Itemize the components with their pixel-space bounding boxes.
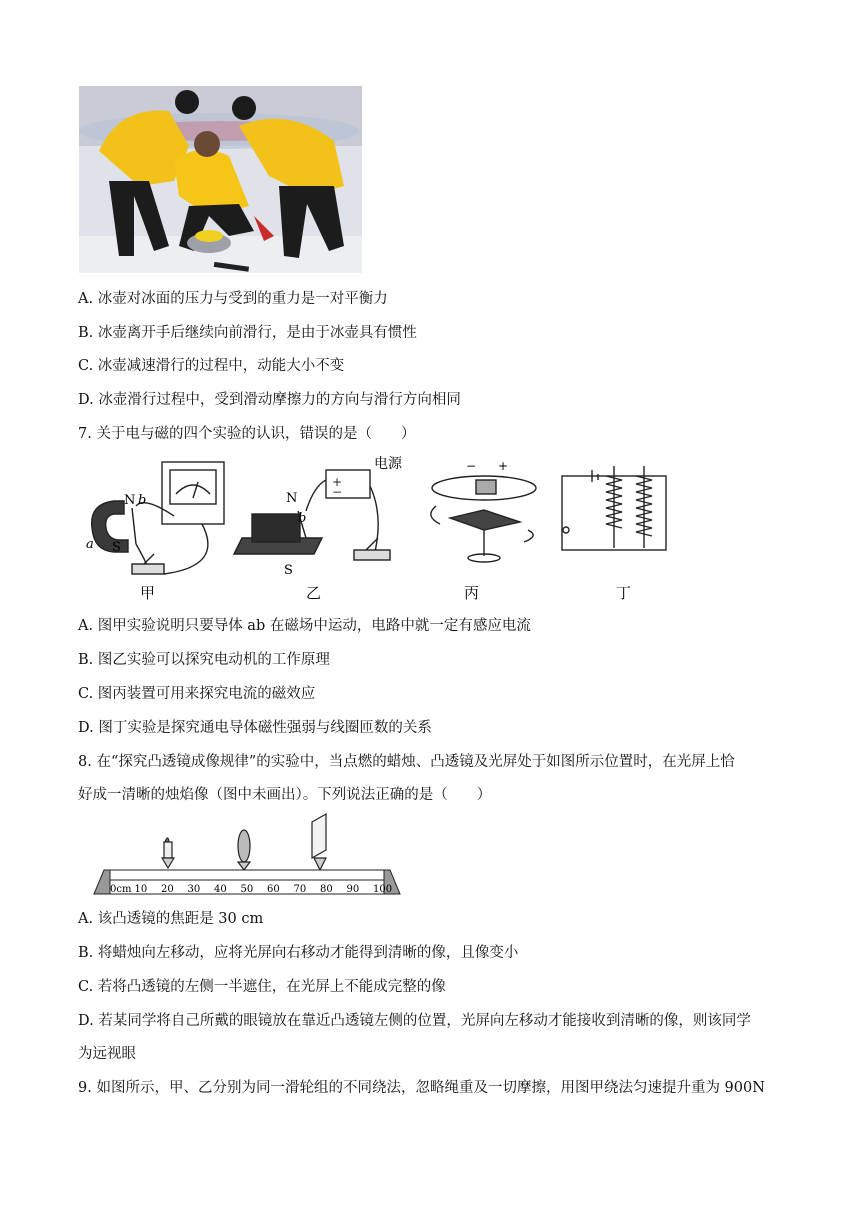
bench-tick-label: 90 xyxy=(346,884,360,895)
power-label: 电源 xyxy=(374,456,402,472)
figure-ding xyxy=(562,466,666,550)
bench-tick-label: 30 xyxy=(187,884,201,895)
figure-jia xyxy=(92,462,224,574)
bench-tick-label: 60 xyxy=(267,884,280,895)
q8-option-d-line2: 为远视眼 xyxy=(78,1046,136,1062)
candle xyxy=(162,838,174,868)
svg-text:−: − xyxy=(332,485,343,499)
bench-tick-label: 100 xyxy=(373,884,393,895)
light-screen xyxy=(312,814,326,870)
q6-option-d: D. 冰壶滑行过程中，受到滑动摩擦力的方向与滑行方向相同 xyxy=(78,392,461,408)
figure-label-ding: 丁 xyxy=(616,584,632,602)
q7-stem: 7. 关于电与磁的四个实验的认识，错误的是（ ） xyxy=(78,426,416,442)
svg-text:+: + xyxy=(332,475,343,489)
curling-photo xyxy=(79,86,362,273)
yi-south-label: S xyxy=(284,563,293,578)
q7-option-d: D. 图丁实验是探究通电导体磁性强弱与线圈匝数的关系 xyxy=(78,720,432,736)
convex-lens xyxy=(238,830,250,870)
q8-option-b: B. 将蜡烛向左移动，应将光屏向右移动才能得到清晰的像，且像变小 xyxy=(78,945,519,961)
jia-b-label: b xyxy=(138,493,147,508)
bench-tick-label: 20 xyxy=(161,884,174,895)
q6-option-c: C. 冰壶减速滑行的过程中，动能大小不变 xyxy=(78,358,345,374)
q8-option-d-line1: D. 若某同学将自己所戴的眼镜放在靠近凸透镜左侧的位置，光屏向左移动才能接收到清晰的像，则该同学 xyxy=(78,1013,751,1029)
yi-north-label: N xyxy=(286,491,298,506)
figure-yi xyxy=(234,470,390,560)
q7-option-b: B. 图乙实验可以探究电动机的工作原理 xyxy=(78,652,330,668)
bench-tick-label: 10 xyxy=(134,884,148,895)
optical-bench-figure xyxy=(84,812,414,902)
yi-b-label: b xyxy=(298,511,307,526)
bing-minus-label: − xyxy=(466,459,477,473)
figure-label-jia: 甲 xyxy=(140,584,156,602)
q6-option-a: A. 冰壶对冰面的压力与受到的重力是一对平衡力 xyxy=(78,291,388,307)
bench-tick-label: 70 xyxy=(293,884,307,895)
figure-bing xyxy=(431,476,536,562)
bench-tick-label: 40 xyxy=(214,884,227,895)
q8-stem-line1: 8. 在“探究凸透镜成像规律”的实验中，当点燃的蜡烛、凸透镜及光屏处于如图所示位置时，在光屏上恰 xyxy=(78,754,735,770)
jia-a-label: a xyxy=(86,537,94,552)
q6-option-b: B. 冰壶离开手后继续向前滑行，是由于冰壶具有惯性 xyxy=(78,325,417,341)
jia-north-label: N xyxy=(124,493,136,508)
q7-figures xyxy=(84,456,674,606)
q7-option-c: C. 图丙装置可用来探究电流的磁效应 xyxy=(78,686,316,702)
bench-tick-label: 50 xyxy=(240,884,254,895)
q8-option-c: C. 若将凸透镜的左侧一半遮住，在光屏上不能成完整的像 xyxy=(78,979,446,995)
jia-south-label: S xyxy=(112,540,121,555)
q7-option-a: A. 图甲实验说明只要导体 ab 在磁场中运动，电路中就一定有感应电流 xyxy=(78,618,531,634)
figure-label-yi: 乙 xyxy=(306,584,322,602)
q8-option-a: A. 该凸透镜的焦距是 30 cm xyxy=(78,911,264,927)
bench-tick-label: 80 xyxy=(320,884,333,895)
bench-tick-label: 0cm xyxy=(110,884,132,895)
figure-label-bing: 丙 xyxy=(464,584,480,602)
q9-stem: 9. 如图所示，甲、乙分别为同一滑轮组的不同绕法，忽略绳重及一切摩擦，用图甲绕法匀速提升重为 900N xyxy=(78,1080,765,1096)
q8-stem-line2: 好成一清晰的烛焰像（图中未画出）。下列说法正确的是（ ） xyxy=(78,787,492,803)
bing-plus-label: + xyxy=(498,459,509,473)
